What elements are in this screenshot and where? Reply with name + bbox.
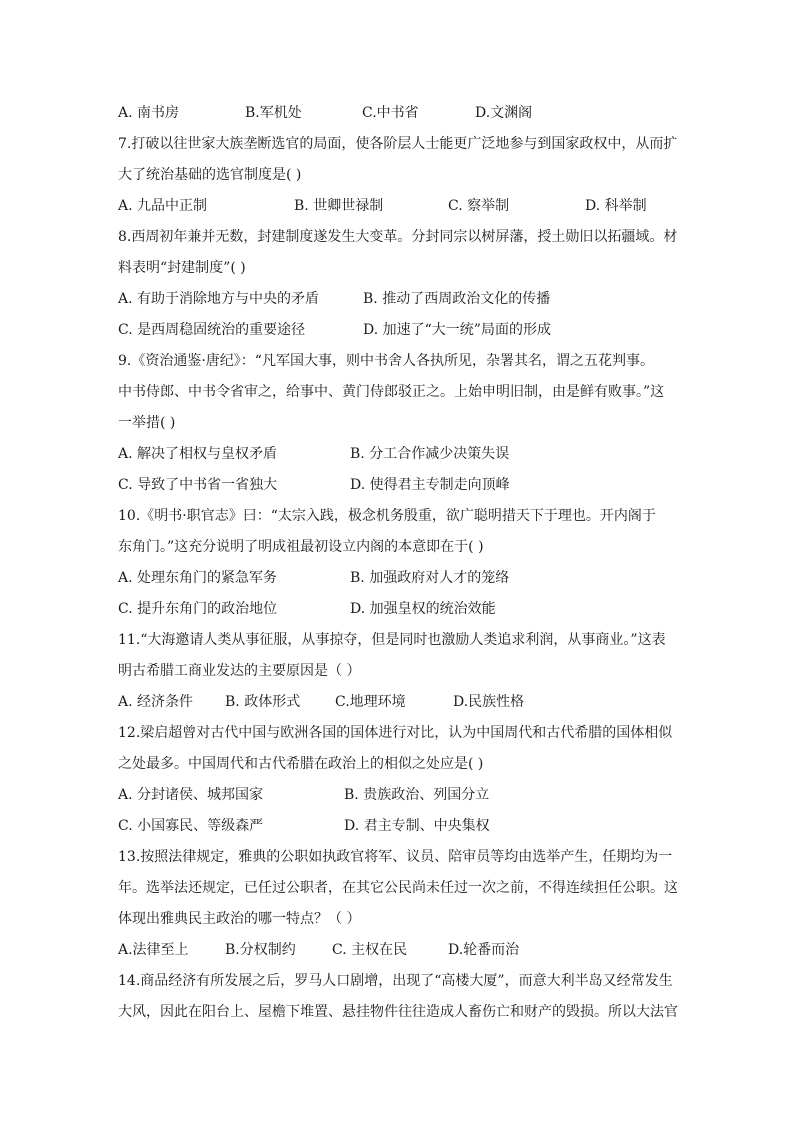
q7-options: [118, 191, 690, 222]
q6-option-b: B.军机处: [245, 105, 302, 121]
q10-options-row-1: [118, 563, 690, 594]
q11-options: [118, 687, 690, 718]
q7-option-d: D. 科举制: [585, 198, 647, 214]
q12-option-c: C. 小国寡民、等级森严: [118, 818, 264, 834]
q13-stem-line-2: 年。选举法还规定，已任过公职者，在其它公民尚未任过一次之前，不得连续担任公职。这: [118, 880, 678, 896]
question-list: [118, 98, 690, 1028]
q9-option-c: C. 导致了中书省一省独大: [118, 477, 278, 493]
q12-stem-line-1: 12.梁启超曾对古代中国与欧洲各国的国体进行对比，认为中国周代和古代希腊的国体相似: [118, 725, 673, 741]
q14-stem-line-1: 14.商品经济有所发展之后，罗马人口剧增，出现了“高楼大厦”，而意大利半岛又经常发生: [118, 973, 673, 989]
q6-option-d: D.文渊阁: [475, 105, 533, 121]
q14-stem-line-2: 大风，因此在阳台上、屋檐下堆置、悬挂物件往往造成人畜伤亡和财产的毁损。所以大法官: [118, 1004, 678, 1020]
q13-option-d: D.轮番而治: [448, 942, 520, 958]
q11-stem-line-2: 明古希腊工商业发达的主要原因是（ ）: [118, 663, 361, 679]
q10-option-a: A. 处理东角门的紧急军务: [118, 570, 278, 586]
q12-option-d: D. 君主专制、中央集权: [344, 818, 490, 834]
q8-stem-line-1: 8.西周初年兼并无数，封建制度遂发生大变革。分封同宗以树屏藩，授土勋旧以拓疆域。材: [118, 229, 678, 245]
q7-option-b: B. 世卿世禄制: [294, 198, 384, 214]
q8-option-a: A. 有助于消除地方与中央的矛盾: [118, 291, 320, 307]
q12-options-row-2: [118, 811, 690, 842]
q13-options: [118, 935, 690, 966]
q10-stem-line-2: 东角门。”这充分说明了明成祖最初设立内阁的本意即在于( ): [118, 539, 484, 555]
q13-option-b: B.分权制约: [225, 942, 296, 958]
q11-option-d: D.民族性格: [453, 694, 525, 710]
q6-option-c: C.中书省: [362, 105, 419, 121]
q12-option-a: A. 分封诸侯、城邦国家: [118, 787, 264, 803]
q6-option-a: A. 南书房: [118, 105, 180, 121]
q9-stem-line-2: 中书侍郎、中书令省审之，给事中、黄门侍郎驳正之。上始申明旧制，由是鲜有败事。”这: [118, 384, 665, 400]
q10-options-row-2: [118, 594, 690, 625]
q12-stem-line-2: 之处最多。中国周代和古代希腊在政治上的相似之处应是( ): [118, 756, 484, 772]
q12-option-b: B. 贵族政治、列国分立: [344, 787, 490, 803]
q10-option-d: D. 加强皇权的统治效能: [350, 601, 496, 617]
q13-option-a: A.法律至上: [118, 942, 189, 958]
q9-option-a: A. 解决了相权与皇权矛盾: [118, 446, 278, 462]
q13-stem-line-3: 体现出雅典民主政治的哪一特点？（ ）: [118, 911, 361, 927]
q7-option-c: C. 察举制: [448, 198, 510, 214]
q9-option-d: D. 使得君主专制走向顶峰: [350, 477, 510, 493]
q11-stem-line-1: 11.“大海邀请人类从事征服，从事掠夺，但是同时也激励人类追求利润，从事商业。”这表: [118, 632, 666, 648]
q11-option-b: B. 政体形式: [225, 694, 301, 710]
q9-options-row-1: [118, 439, 690, 470]
q7-stem-line-1: 7.打破以往世家大族垄断选官的局面，使各阶层人士能更广泛地参与到国家政权中，从而扩: [118, 136, 678, 152]
q9-options-row-2: [118, 470, 690, 501]
q8-option-d: D. 加速了“大一统”局面的形成: [363, 322, 551, 338]
q8-options-row-1: [118, 284, 690, 315]
q9-option-b: B. 分工合作减少决策失误: [350, 446, 510, 462]
q10-option-b: B. 加强政府对人才的笼络: [350, 570, 510, 586]
q8-stem-line-2: 料表明“封建制度”( ): [118, 260, 246, 276]
q9-stem-line-3: 一举措( ): [118, 415, 176, 431]
q6-options: [118, 98, 690, 129]
q7-stem-line-2: 大了统治基础的选官制度是( ): [118, 167, 302, 183]
q8-option-b: B. 推动了西周政治文化的传播: [363, 291, 551, 307]
q8-option-c: C. 是西周稳固统治的重要途径: [118, 322, 306, 338]
q11-option-a: A. 经济条件: [118, 694, 194, 710]
q7-option-a: A. 九品中正制: [118, 198, 208, 214]
q10-stem-line-1: 10.《明书·职官志》曰：“太宗入践，极念机务殷重，欲广聪明措天下于理也。开内阁于: [118, 508, 656, 524]
q11-option-c: C.地理环境: [335, 694, 406, 710]
q10-option-c: C. 提升东角门的政治地位: [118, 601, 278, 617]
q13-option-c: C. 主权在民: [332, 942, 408, 958]
q12-options-row-1: [118, 780, 690, 811]
q9-stem-line-1: 9.《资治通鉴·唐纪》：“凡军国大事，则中书舍人各执所见，杂署其名，谓之五花判事。: [118, 353, 654, 369]
q8-options-row-2: [118, 315, 690, 346]
q13-stem-line-1: 13.按照法律规定，雅典的公职如执政官将军、议员、陪审员等均由选举产生，任期均为一: [118, 849, 673, 865]
